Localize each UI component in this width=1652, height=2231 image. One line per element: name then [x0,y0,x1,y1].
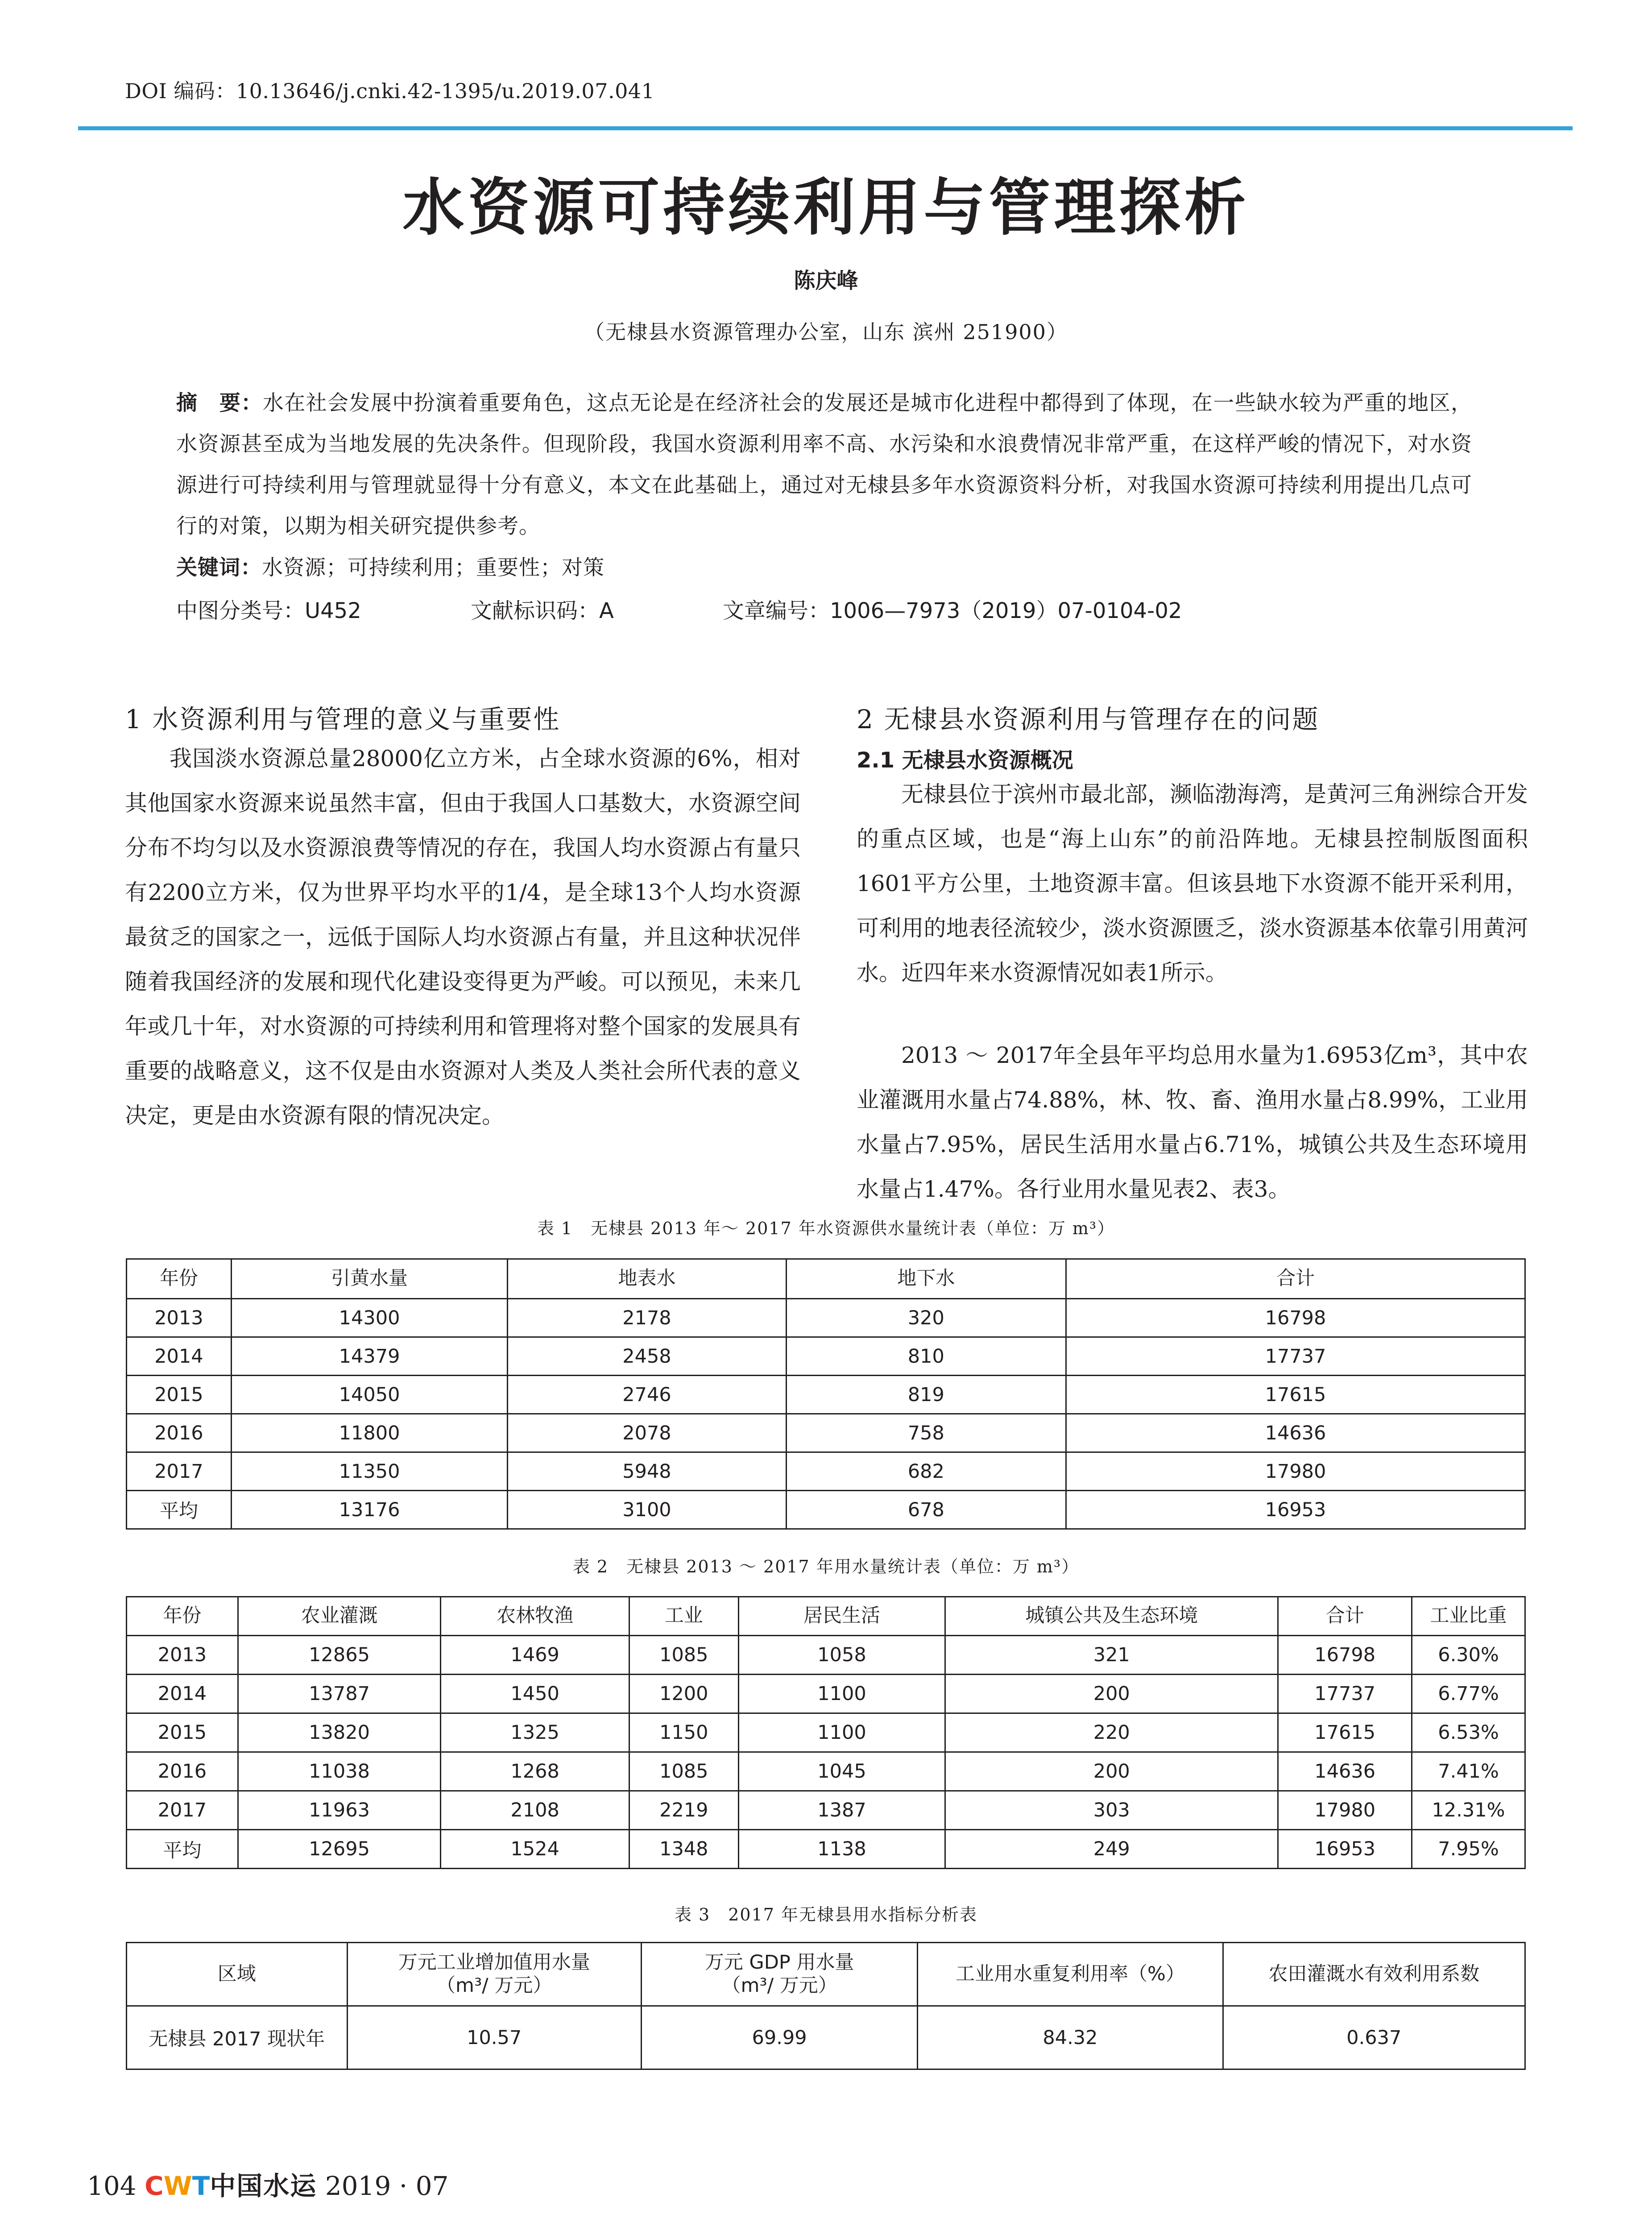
table-cell: 321 [945,1636,1278,1675]
table-header-cell: 城镇公共及生态环境 [945,1597,1278,1636]
table-cell: 17980 [1278,1791,1412,1830]
table-row [127,1791,1525,1830]
table-row [127,1752,1525,1791]
section-2-paragraph-2: 2013 ～ 2017年全县年平均总用水量为1.6953亿m³，其中农业灌溉用水量占74.88%，林、牧、畜、渔用水量占8.99%，工业用水量占7.95%，居民生活用水量占6.71%，城镇公共及生态环境用水量占1.47%。各行业用水量见表2、表3。 [857,1042,1528,1202]
table-cell: 16798 [1066,1299,1525,1337]
table-cell: 1100 [738,1713,945,1752]
table-cell: 7.95% [1412,1830,1525,1869]
keywords [176,551,604,581]
abstract [176,383,1472,547]
table-cell: 7.41% [1412,1752,1525,1791]
header-divider [78,126,1573,130]
table-cell: 14300 [231,1299,507,1337]
clc-number: 中图分类号：U452 [176,598,361,623]
table-cell: 13787 [238,1675,441,1713]
journal-name: 中国水运 [210,2171,317,2201]
table-cell: 14636 [1066,1414,1525,1452]
table-header-cell: 引黄水量 [231,1259,507,1299]
section-1-paragraph: 我国淡水资源总量28000亿立方米，占全球水资源的6%，相对其他国家水资源来说虽然丰富，但由于我国人口基数大，水资源空间分布不均匀以及水资源浪费等情况的存在，我国人均水资源占有量只有2200立方米，仅为世界平均水平的1/4，是全球13个人均水资源最贫乏的国家之一，远低于国际人均水资源占有量，并且这种状况伴随着我国经济的发展和现代化建设变得更为严峻。可以预见，未来几年或几十年，对水资源的可持续利用和管理将对整个国家的发展具有重要的战略意义，这不仅是由水资源对人类及人类社会所代表的意义决定，更是由水资源有限的情况决定。 [125,746,801,1128]
table-cell: 17980 [1066,1452,1525,1491]
doi-line: DOI 编码：10.13646/j.cnki.42-1395/u.2019.07.041 [125,79,655,103]
journal-logo [145,2171,210,2201]
table-1 [126,1258,1526,1530]
table-cell: 84.32 [918,2006,1223,2069]
section-2-paragraph-1: 无棣县位于滨州市最北部，濒临渤海湾，是黄河三角洲综合开发的重点区域，也是“海上山东”的前沿阵地。无棣县控制版图面积1601平方公里，土地资源丰富。但该县地下水资源不能开采利用，可利用的地表径流较少，淡水资源匮乏，淡水资源基本依靠引用黄河水。近四年来水资源情况如表1所示。 [857,781,1528,986]
table-cell: 1469 [441,1636,629,1675]
abstract-text: 水在社会发展中扮演着重要角色，这点无论是在经济社会的发展还是城市化进程中都得到了体现，在一些缺水较为严重的地区，水资源甚至成为当地发展的先决条件。但现阶段，我国水资源利用率不高、水污染和水浪费情况非常严重，在这样严峻的情况下，对水资源进行可持续利用与管理就显得十分有意义，本文在此基础上，通过对无棣县多年水资源资料分析，对我国水资源可持续利用提出几点可行的对策，以期为相关研究提供参考。 [176,391,1473,539]
table-header-cell: 农林牧渔 [441,1597,629,1636]
table-cell: 14379 [231,1337,507,1376]
table-header-cell: 工业比重 [1412,1597,1525,1636]
table-cell: 758 [786,1414,1066,1452]
table-cell: 17615 [1278,1713,1412,1752]
table-cell: 1450 [441,1675,629,1713]
table-cell: 2078 [508,1414,786,1452]
logo-letter-t: T [192,2171,210,2201]
page-footer [87,2165,448,2202]
logo-letter-c: C [145,2171,164,2201]
table-row [127,1376,1525,1414]
table-cell: 2013 [127,1636,238,1675]
table-cell: 11963 [238,1791,441,1830]
table-cell: 3100 [508,1491,786,1529]
table-cell: 13820 [238,1713,441,1752]
section-1-heading: 1 水资源利用与管理的意义与重要性 [125,704,561,734]
table-3-caption: 表 3 2017 年无棣县用水指标分析表 [674,1905,978,1924]
table-row [127,1713,1525,1752]
table-cell: 平均 [127,1491,232,1529]
table-cell: 11350 [231,1452,507,1491]
author-name: 陈庆峰 [794,268,858,293]
table-cell: 13176 [231,1491,507,1529]
table-cell: 682 [786,1452,1066,1491]
table-row [127,1830,1525,1869]
table-header-cell: 合计 [1278,1597,1412,1636]
keywords-label: 关键词： [176,556,262,580]
table-cell: 1524 [441,1830,629,1869]
table-row [127,1414,1525,1452]
table-cell: 2015 [127,1713,238,1752]
table-cell: 2015 [127,1376,232,1414]
table-cell: 2178 [508,1299,786,1337]
table-3 [126,1942,1526,2070]
article-title: 水资源可持续利用与管理探析 [402,171,1250,244]
table-cell: 1348 [629,1830,738,1869]
journal-issue: 2019 · 07 [325,2171,449,2201]
table-cell: 1085 [629,1752,738,1791]
table-cell: 6.30% [1412,1636,1525,1675]
table-header-cell: 居民生活 [738,1597,945,1636]
table-cell: 200 [945,1752,1278,1791]
table-cell: 2746 [508,1376,786,1414]
section-2-heading: 2 无棣县水资源利用与管理存在的问题 [857,704,1320,734]
table-cell: 2013 [127,1299,232,1337]
table-cell: 2016 [127,1414,232,1452]
table-cell: 2017 [127,1791,238,1830]
table-row [127,1337,1525,1376]
table-row [127,1491,1525,1529]
table-row [127,2006,1525,2069]
table-cell: 1200 [629,1675,738,1713]
table-cell: 11800 [231,1414,507,1452]
table-header-cell: 工业用水重复利用率（%） [918,1943,1223,2006]
author-affiliation: （无棣县水资源管理办公室，山东 滨州 251900） [584,320,1068,344]
table-cell: 1085 [629,1636,738,1675]
table-cell: 10.57 [347,2006,641,2069]
table-cell: 2458 [508,1337,786,1376]
document-code: 文献标识码：A [471,598,614,623]
table-cell: 17615 [1066,1376,1525,1414]
page-number: 104 [87,2171,137,2201]
table-cell: 1150 [629,1713,738,1752]
table-2 [126,1596,1526,1869]
table-cell: 2016 [127,1752,238,1791]
table-cell: 平均 [127,1830,238,1869]
table-cell: 16798 [1278,1636,1412,1675]
table-cell: 12695 [238,1830,441,1869]
logo-letter-w: W [163,2171,192,2201]
table-2-caption: 表 2 无棣县 2013 ～ 2017 年用水量统计表（单位：万 m³） [572,1557,1080,1576]
table-header-cell: 地表水 [508,1259,786,1299]
table-cell: 17737 [1066,1337,1525,1376]
table-cell: 810 [786,1337,1066,1376]
table-header-cell: 年份 [127,1597,238,1636]
table-cell: 6.77% [1412,1675,1525,1713]
table-cell: 12865 [238,1636,441,1675]
table-cell: 1268 [441,1752,629,1791]
table-header-row [127,1259,1525,1299]
table-header-cell: 工业 [629,1597,738,1636]
table-row [127,1299,1525,1337]
article-number: 文章编号：1006—7973（2019）07-0104-02 [723,598,1182,623]
table-cell: 249 [945,1830,1278,1869]
abstract-label: 摘 要： [176,391,263,415]
table-cell: 2014 [127,1675,238,1713]
table-cell: 5948 [508,1452,786,1491]
table-header-cell: 合计 [1066,1259,1525,1299]
table-header-cell: 年份 [127,1259,232,1299]
table-cell: 12.31% [1412,1791,1525,1830]
table-cell: 220 [945,1713,1278,1752]
table-header-cell: 万元工业增加值用水量 （m³/ 万元） [347,1943,641,2006]
table-cell: 14050 [231,1376,507,1414]
table-cell: 2108 [441,1791,629,1830]
table-row [127,1636,1525,1675]
table-cell: 11038 [238,1752,441,1791]
table-header-cell: 地下水 [786,1259,1066,1299]
table-cell: 2219 [629,1791,738,1830]
keywords-text: 水资源；可持续利用；重要性；对策 [262,556,604,580]
table-cell: 14636 [1278,1752,1412,1791]
table-cell: 320 [786,1299,1066,1337]
table-row [127,1675,1525,1713]
table-cell: 1325 [441,1713,629,1752]
table-cell: 303 [945,1791,1278,1830]
table-header-cell: 农业灌溉 [238,1597,441,1636]
table-row [127,1452,1525,1491]
table-header-row [127,1597,1525,1636]
table-cell: 2014 [127,1337,232,1376]
table-cell: 16953 [1066,1491,1525,1529]
table-header-row [127,1943,1525,2006]
table-cell: 无棣县 2017 现状年 [127,2006,348,2069]
table-header-cell: 万元 GDP 用水量 （m³/ 万元） [641,1943,917,2006]
table-cell: 0.637 [1223,2006,1525,2069]
table-cell: 1138 [738,1830,945,1869]
table-cell: 16953 [1278,1830,1412,1869]
table-cell: 17737 [1278,1675,1412,1713]
table-cell: 1100 [738,1675,945,1713]
table-cell: 1058 [738,1636,945,1675]
table-cell: 6.53% [1412,1713,1525,1752]
table-cell: 819 [786,1376,1066,1414]
table-1-caption: 表 1 无棣县 2013 年～ 2017 年水资源供水量统计表（单位：万 m³） [537,1219,1115,1238]
table-header-cell: 区域 [127,1943,348,2006]
table-cell: 69.99 [641,2006,917,2069]
section-2-1-heading: 2.1 无棣县水资源概况 [857,748,1073,773]
table-cell: 1387 [738,1791,945,1830]
table-cell: 200 [945,1675,1278,1713]
table-cell: 1045 [738,1752,945,1791]
table-cell: 678 [786,1491,1066,1529]
table-cell: 2017 [127,1452,232,1491]
table-header-cell: 农田灌溉水有效利用系数 [1223,1943,1525,2006]
